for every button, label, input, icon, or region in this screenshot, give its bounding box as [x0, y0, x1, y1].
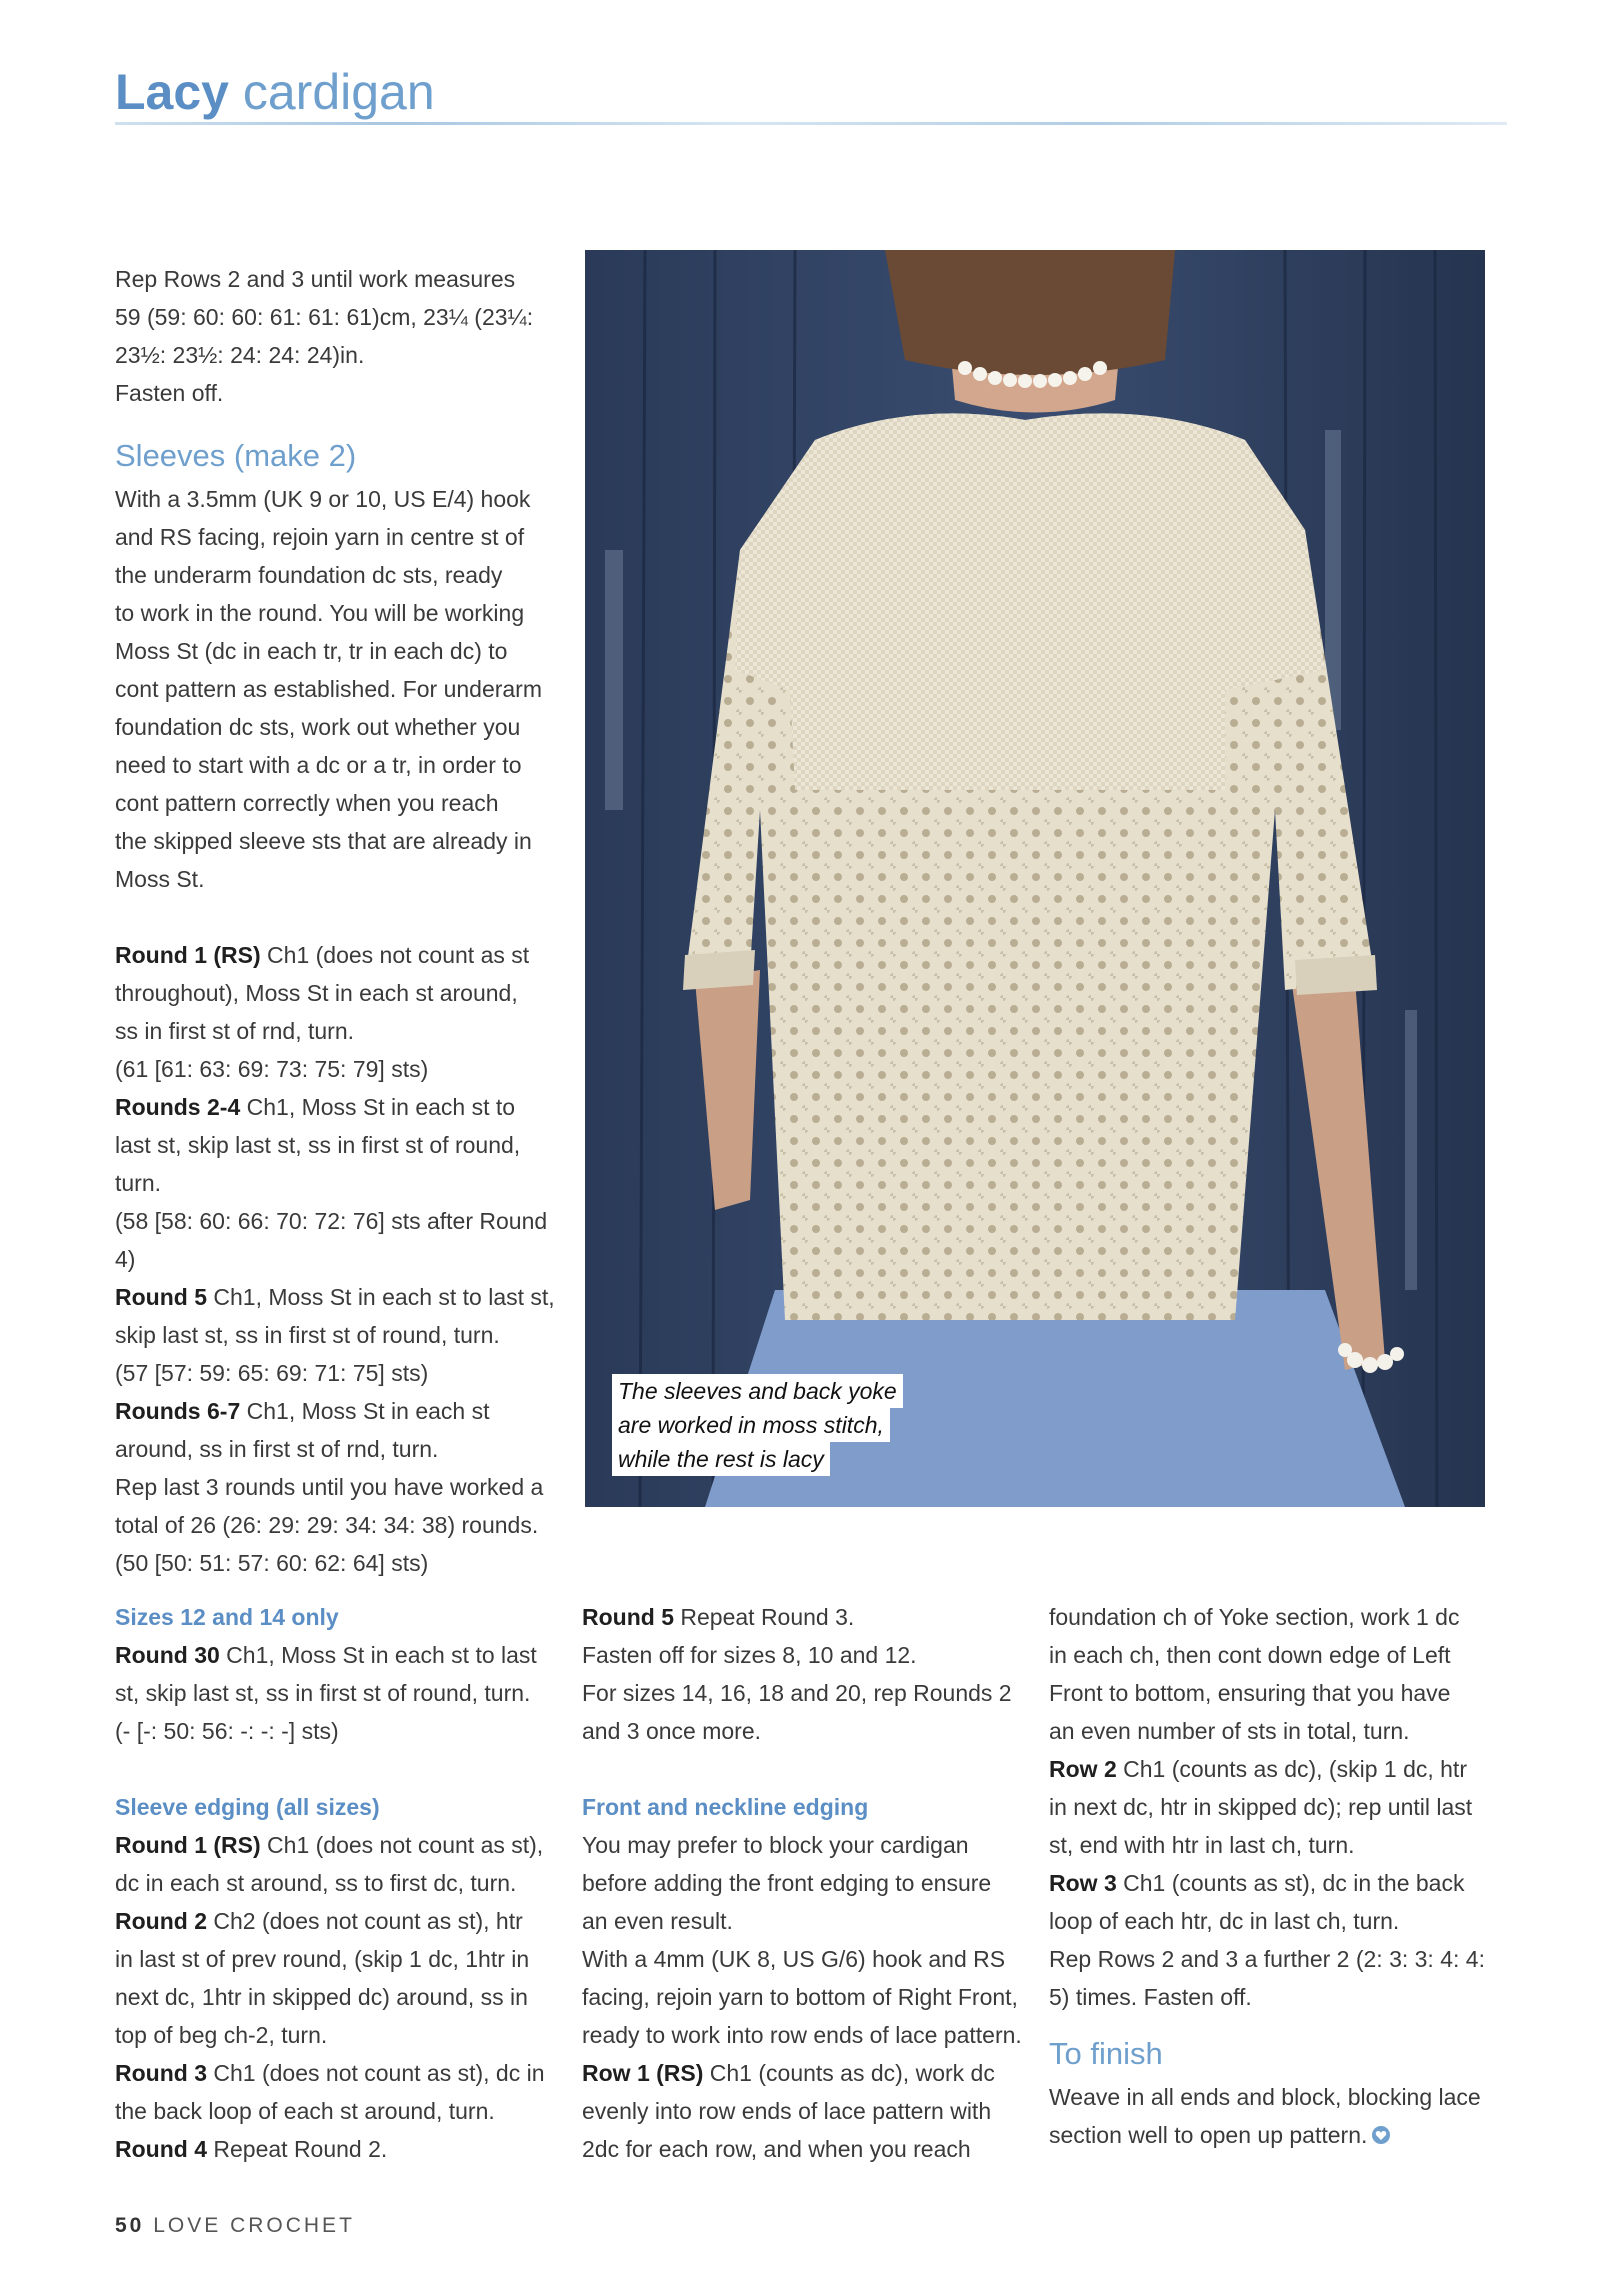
- round-line: throughout), Moss St in each st around,: [115, 980, 518, 1006]
- stitch-count: (61 [61: 63: 69: 73: 75: 79] sts): [115, 1056, 429, 1082]
- body-line: Fasten off for sizes 8, 10 and 12.: [582, 1642, 917, 1668]
- repeat-line: Rep last 3 rounds until you have worked a: [115, 1474, 544, 1500]
- body-line: evenly into row ends of lace pattern with: [582, 2098, 992, 2124]
- sleeves-line: Moss St (dc in each tr, tr in each dc) to: [115, 638, 508, 664]
- sleeves-line: and RS facing, rejoin yarn in centre st of: [115, 524, 525, 550]
- body-line: ready to work into row ends of lace pattern.: [582, 2022, 1022, 2048]
- round-line: around, ss in first st of rnd, turn.: [115, 1436, 439, 1462]
- row-label: Row 3: [1049, 1870, 1117, 1896]
- stitch-count: (50 [50: 51: 57: 60: 62: 64] sts): [115, 1550, 429, 1576]
- body-line: Rep Rows 2 and 3 a further 2 (2: 3: 3: 4: 4:: [1049, 1946, 1485, 1972]
- stitch-count: (57 [57: 59: 65: 69: 71: 75] sts): [115, 1360, 429, 1386]
- title-rest: cardigan: [228, 64, 435, 120]
- repeat-line: total of 26 (26: 29: 29: 34: 34: 38) rounds.: [115, 1512, 539, 1538]
- sleeves-line: foundation dc sts, work out whether you: [115, 714, 521, 740]
- row-label: Row 2: [1049, 1756, 1117, 1782]
- body-line: With a 4mm (UK 8, US G/6) hook and RS: [582, 1946, 1006, 1972]
- heart-icon: [1371, 2118, 1391, 2156]
- row-2-line: [1049, 1750, 1499, 1788]
- edging-round-4: [115, 2130, 565, 2168]
- body-line: facing, rejoin yarn to bottom of Right Front,: [582, 1984, 1018, 2010]
- body-line: an even result.: [582, 1908, 733, 1934]
- intro-line: Rep Rows 2 and 3 until work measures: [115, 266, 516, 292]
- round-label: Round 30: [115, 1642, 220, 1668]
- body-line: For sizes 14, 16, 18 and 20, rep Rounds 2: [582, 1680, 1012, 1706]
- round-label: Round 1 (RS): [115, 942, 261, 968]
- round-label: Round 2: [115, 1908, 207, 1934]
- round-label: Round 5: [582, 1604, 674, 1630]
- edging-round-3: [115, 2054, 565, 2092]
- row-1-line: [582, 2054, 1022, 2092]
- sleeves-line: cont pattern as established. For underarm: [115, 676, 543, 702]
- body-line: before adding the front edging to ensure: [582, 1870, 992, 1896]
- round-line: skip last st, ss in first st of round, turn.: [115, 1322, 500, 1348]
- round-label: Rounds 2-4: [115, 1094, 241, 1120]
- sleeves-heading: Sleeves (make 2): [115, 438, 357, 473]
- photo-caption: [612, 1374, 903, 1476]
- sleeves-line: cont pattern correctly when you reach: [115, 790, 499, 816]
- left-column: [115, 260, 565, 1582]
- caption-line: while the rest is lacy: [612, 1442, 830, 1476]
- round-label: Round 1 (RS): [115, 1832, 261, 1858]
- round-label: Round 5: [115, 1284, 207, 1310]
- round-line: top of beg ch-2, turn.: [115, 2022, 328, 2048]
- intro-line: 23½: 23½: 24: 24: 24)in.: [115, 342, 365, 368]
- round-line: next dc, 1htr in skipped dc) around, ss in: [115, 1984, 528, 2010]
- cardigan-photo: [585, 250, 1485, 1507]
- round-line: dc in each st around, ss to first dc, turn.: [115, 1870, 517, 1896]
- row-text: Ch1 (counts as st), dc in the back: [1116, 1870, 1465, 1896]
- caption-line: The sleeves and back yoke: [612, 1374, 903, 1408]
- sleeves-line: the underarm foundation dc sts, ready: [115, 562, 503, 588]
- round-text: Repeat Round 3.: [674, 1604, 855, 1630]
- round-label: Rounds 6-7: [115, 1398, 241, 1424]
- finish-last-line: [1049, 2116, 1499, 2156]
- row-text: Ch1 (counts as dc), work dc: [703, 2060, 995, 2086]
- edging-round-1: [115, 1826, 565, 1864]
- round-text: Repeat Round 2.: [207, 2136, 388, 2162]
- edging-round-2: [115, 1902, 565, 1940]
- body-text: section well to open up pattern.: [1049, 2122, 1368, 2148]
- finish-heading: To finish: [1049, 2036, 1163, 2071]
- body-line: 5) times. Fasten off.: [1049, 1984, 1252, 2010]
- body-line: Front to bottom, ensuring that you have: [1049, 1680, 1451, 1706]
- body-line: Weave in all ends and block, blocking lace: [1049, 2084, 1481, 2110]
- round-text: Ch1 (does not count as st: [260, 942, 530, 968]
- rounds-6-7-line: [115, 1392, 565, 1430]
- round-5-repeat: [582, 1598, 1022, 1636]
- sleeve-edging-heading: Sleeve edging (all sizes): [115, 1794, 380, 1820]
- round-line: last st, skip last st, ss in first st of round,: [115, 1132, 521, 1158]
- round-text: Ch1 (does not count as st),: [260, 1832, 544, 1858]
- caption-line: are worked in moss stitch,: [612, 1408, 890, 1442]
- stitch-count: (58 [58: 60: 66: 70: 72: 76] sts after Round 4): [115, 1208, 548, 1272]
- sleeves-line: need to start with a dc or a tr, in order to: [115, 752, 522, 778]
- body-line: 2dc for each row, and when you reach: [582, 2136, 971, 2162]
- sleeves-line: the skipped sleeve sts that are already in: [115, 828, 532, 854]
- row-text: Ch1 (counts as dc), (skip 1 dc, htr: [1116, 1756, 1467, 1782]
- round-line: st, skip last st, ss in first st of round, turn.: [115, 1680, 531, 1706]
- round-text: Ch1, Moss St in each st: [240, 1398, 490, 1424]
- sleeves-line: to work in the round. You will be working: [115, 600, 525, 626]
- body-line: in next dc, htr in skipped dc); rep until last: [1049, 1794, 1473, 1820]
- page-footer: [115, 2214, 355, 2238]
- bottom-column-c: [1049, 1598, 1499, 2156]
- round-5-line: [115, 1278, 565, 1316]
- round-text: Ch2 (does not count as st), htr: [207, 1908, 523, 1934]
- bottom-column-b: [582, 1598, 1022, 2168]
- round-text: Ch1 (does not count as st), dc in: [207, 2060, 545, 2086]
- sleeves-line: With a 3.5mm (UK 9 or 10, US E/4) hook: [115, 486, 531, 512]
- round-30-line: [115, 1636, 565, 1674]
- rounds-2-4-line: [115, 1088, 565, 1126]
- round-label: Round 4: [115, 2136, 207, 2162]
- row-label: Row 1 (RS): [582, 2060, 704, 2086]
- body-line: and 3 once more.: [582, 1718, 762, 1744]
- round-text: Ch1, Moss St in each st to last: [219, 1642, 537, 1668]
- body-line: st, end with htr in last ch, turn.: [1049, 1832, 1355, 1858]
- round-text: Ch1, Moss St in each st to: [240, 1094, 516, 1120]
- round-line: turn.: [115, 1170, 162, 1196]
- front-edging-heading: Front and neckline edging: [582, 1794, 869, 1820]
- body-line: You may prefer to block your cardigan: [582, 1832, 969, 1858]
- sleeves-line: Moss St.: [115, 866, 205, 892]
- page-title: [115, 62, 435, 122]
- intro-line: 59 (59: 60: 60: 61: 61: 61)cm, 23¼ (23¼:: [115, 304, 534, 330]
- body-line: in each ch, then cont down edge of Left: [1049, 1642, 1451, 1668]
- page-number: 50: [115, 2214, 145, 2237]
- round-line: the back loop of each st around, turn.: [115, 2098, 495, 2124]
- round-1-line: [115, 936, 565, 974]
- body-line: loop of each htr, dc in last ch, turn.: [1049, 1908, 1400, 1934]
- sizes-heading: Sizes 12 and 14 only: [115, 1604, 339, 1630]
- bottom-column-a: [115, 1598, 565, 2168]
- body-line: an even number of sts in total, turn.: [1049, 1718, 1410, 1744]
- photo-illustration: [585, 250, 1485, 1507]
- intro-line: Fasten off.: [115, 380, 224, 406]
- round-text: Ch1, Moss St in each st to last st,: [207, 1284, 555, 1310]
- body-line: foundation ch of Yoke section, work 1 dc: [1049, 1604, 1460, 1630]
- title-bold: Lacy: [115, 64, 229, 120]
- round-line: ss in first st of rnd, turn.: [115, 1018, 355, 1044]
- magazine-name: LOVE CROCHET: [153, 2214, 355, 2237]
- round-line: in last st of prev round, (skip 1 dc, 1htr in: [115, 1946, 530, 1972]
- row-3-line: [1049, 1864, 1499, 1902]
- round-label: Round 3: [115, 2060, 207, 2086]
- stitch-count: (- [-: 50: 56: -: -: -] sts): [115, 1718, 339, 1744]
- title-underline: [115, 122, 1507, 125]
